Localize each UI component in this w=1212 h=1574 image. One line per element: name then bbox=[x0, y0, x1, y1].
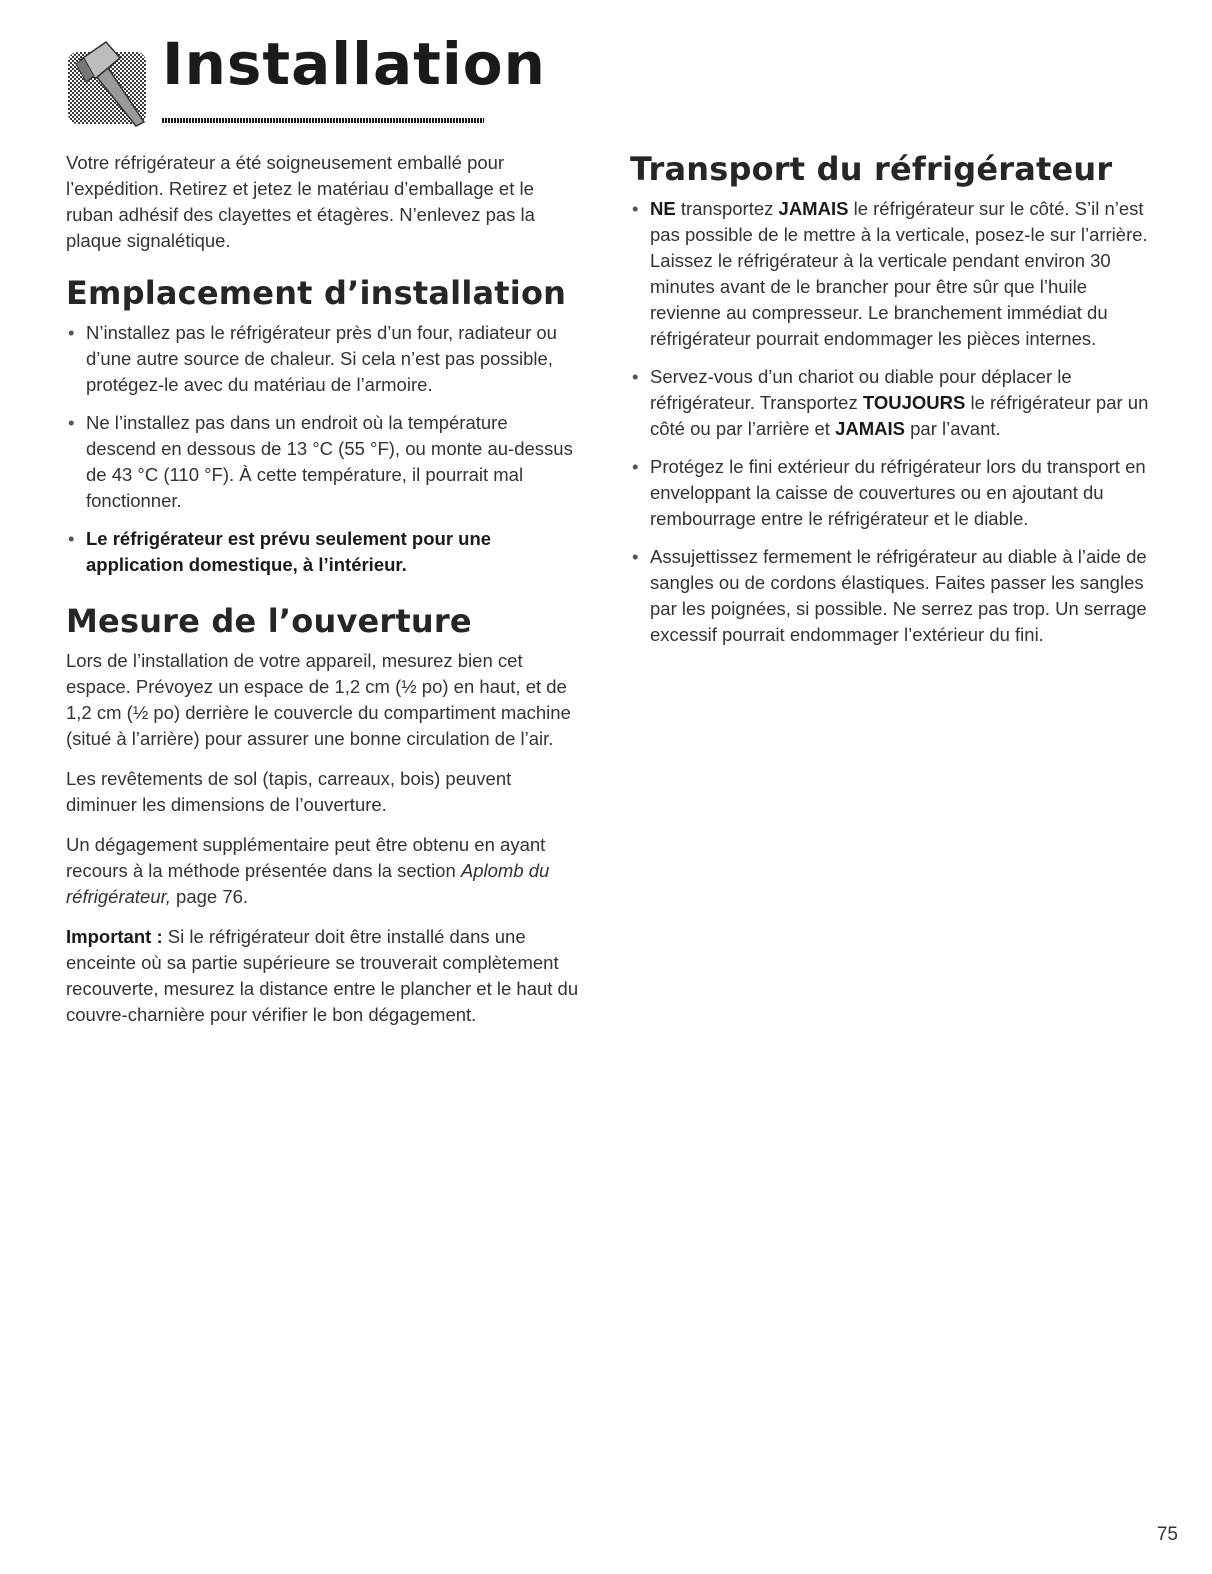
bullet-icon: • bbox=[68, 528, 75, 549]
list-item: • NE transportez JAMAIS le réfrigérateur sur le côté. S’il n’est pas possible de le mettre à la verticale, posez-le sur l’arrière. Laissez le réfrigérateur à la verticale pendant environ 30 minutes avant de le brancher pour être sûr que l’huile revienne au compresseur. Le branchement immédiat du réfrigérateur pourrait endommager les pièces internes. bbox=[632, 198, 1148, 349]
page-title: Installation bbox=[162, 30, 546, 98]
list-item: • Protégez le fini extérieur du réfrigérateur lors du transport en enveloppant la caisse de couvertures ou en ajoutant du rembourrage entre le réfrigérateur et le diable. bbox=[632, 456, 1146, 529]
title-underline bbox=[162, 118, 484, 123]
bullet-icon: • bbox=[632, 366, 639, 387]
list-item: • Le réfrigérateur est prévu seulement pour une application domestique, à l’intérieur. bbox=[68, 528, 492, 575]
left-column bbox=[66, 150, 582, 1042]
list-item: • N’installez pas le réfrigérateur près d’un four, radiateur ou d’une autre source de chaleur. Si cela n’est pas possible, protégez-le avec du matériau de l’armoire. bbox=[68, 322, 557, 395]
section-heading-emplacement: Emplacement d’installation bbox=[66, 274, 567, 312]
cross-reference: Aplomb du réfrigérateur, bbox=[66, 860, 550, 907]
transport-list bbox=[630, 196, 1150, 648]
section-heading-mesure: Mesure de l’ouverture bbox=[66, 602, 472, 640]
important-paragraph: Important : Si le réfrigérateur doit être installé dans une enceinte où sa partie supérieure se trouverait complètement recouverte, mesurez la distance entre le plancher et le haut du couvre-charnière pour vérifier le bon dégagement. bbox=[66, 926, 579, 1025]
page-number: 75 bbox=[1156, 1524, 1178, 1545]
right-column bbox=[630, 150, 1150, 660]
list-item: • Assujettissez fermement le réfrigérateur au diable à l’aide de sangles ou de cordons élastiques. Faites passer les sangles par les poignées, si possible. Ne serrez pas trop. Un serrage excessif pourrait endommager l’extérieur du fini. bbox=[632, 546, 1147, 645]
mesure-paragraph-3: Un dégagement supplémentaire peut être obtenu en ayant recours à la méthode présentée dans la section Aplomb du réfrigérateur, page 76. bbox=[66, 834, 550, 907]
important-label: Important : bbox=[66, 926, 163, 947]
bullet-icon: • bbox=[68, 322, 75, 343]
bullet-icon: • bbox=[632, 546, 639, 567]
section-heading-transport: Transport du réfrigérateur bbox=[630, 150, 1113, 188]
list-item: • Ne l’installez pas dans un endroit où la température descend en dessous de 13 °C (55 °F), ou monte au-dessus de 43 °C (110 °F). À cette température, il pourrait mal fonctionner. bbox=[68, 412, 573, 511]
emplacement-list bbox=[66, 320, 582, 578]
bullet-icon: • bbox=[632, 198, 639, 219]
mesure-paragraph-2: Les revêtements de sol (tapis, carreaux, bois) peuvent diminuer les dimensions de l’ouverture. bbox=[66, 768, 512, 815]
hammer-icon bbox=[66, 38, 148, 128]
page-header bbox=[66, 30, 546, 138]
bullet-icon: • bbox=[632, 456, 639, 477]
intro-paragraph: Votre réfrigérateur a été soigneusement emballé pour l’expédition. Retirez et jetez le matériau d’emballage et le ruban adhésif des clayettes et étagères. N’enlevez pas la plaque signalétique. bbox=[66, 152, 535, 251]
mesure-paragraph-1: Lors de l’installation de votre appareil, mesurez bien cet espace. Prévoyez un espace de 1,2 cm (½ po) en haut, et de 1,2 cm (½ po) derrière le couvercle du compartiment machine (situé à l’arrière) pour assurer une bonne circulation de l’air. bbox=[66, 650, 571, 749]
bullet-icon: • bbox=[68, 412, 75, 433]
list-item: • Servez-vous d’un chariot ou diable pour déplacer le réfrigérateur. Transportez TOUJOURS le réfrigérateur par un côté ou par l’arrière et JAMAIS par l’avant. bbox=[632, 366, 1149, 439]
